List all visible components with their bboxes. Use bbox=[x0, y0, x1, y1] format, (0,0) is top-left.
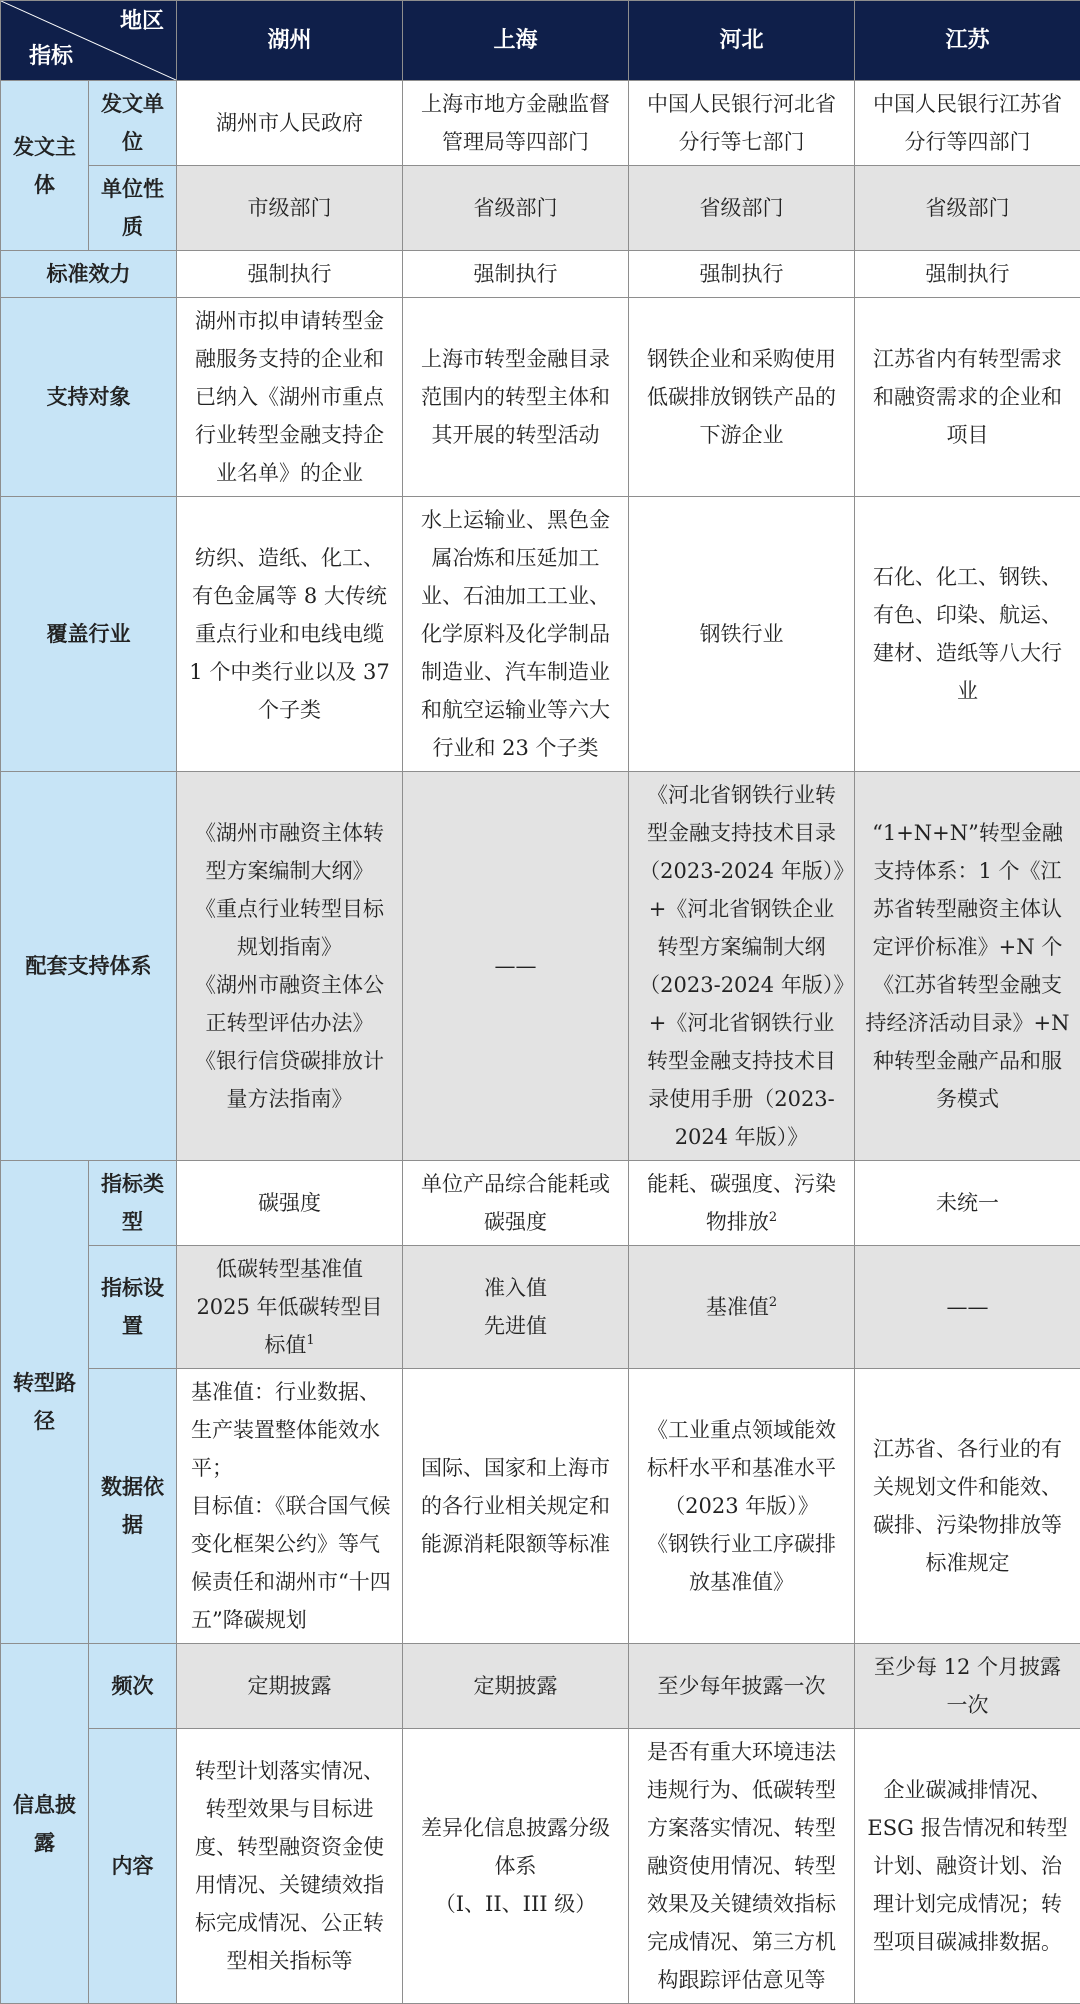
cell-line: 《钢铁行业工序碳排放基准值》 bbox=[639, 1525, 844, 1601]
cell-line: 目标值：《联合国气候变化框架公约》等气候责任和湖州市“十四五”降碳规划 bbox=[191, 1487, 392, 1639]
cell-huzhou bbox=[177, 1246, 403, 1369]
document-title: 《银行信贷碳排放计量方法指南》 bbox=[187, 1042, 392, 1118]
cell-jiangsu: 省级部门 bbox=[855, 166, 1080, 251]
row-label-unit-nature: 单位性质 bbox=[89, 166, 177, 251]
cell-text: 能耗、碳强度、污染物排放 bbox=[647, 1172, 836, 1234]
row-label-data-basis: 数据依据 bbox=[89, 1369, 177, 1644]
header-row bbox=[1, 1, 1080, 81]
group-label-transition-path: 转型路径 bbox=[1, 1161, 89, 1644]
document-title: 《重点行业转型目标规划指南》 bbox=[187, 890, 392, 966]
row-frequency bbox=[1, 1644, 1080, 1729]
row-label-support-target: 支持对象 bbox=[1, 298, 177, 497]
row-indicator-type bbox=[1, 1161, 1080, 1246]
cell-hebei: 中国人民银行河北省分行等七部门 bbox=[629, 81, 855, 166]
row-support-system bbox=[1, 772, 1080, 1161]
cell-hebei: 省级部门 bbox=[629, 166, 855, 251]
cell-shanghai: 单位产品综合能耗或碳强度 bbox=[403, 1161, 629, 1246]
footnote-marker: 2 bbox=[769, 1295, 777, 1310]
row-label-support-system: 配套支持体系 bbox=[1, 772, 177, 1161]
row-support-target bbox=[1, 298, 1080, 497]
cell-shanghai: 上海市地方金融监督管理局等四部门 bbox=[403, 81, 629, 166]
cell-huzhou: 碳强度 bbox=[177, 1161, 403, 1246]
cell-shanghai: 上海市转型金融目录范围内的转型主体和其开展的转型活动 bbox=[403, 298, 629, 497]
cell-jiangsu: “1+N+N”转型金融支持体系：1 个《江苏省转型融资主体认定评价标准》+N 个《江苏省转型金融支持经济活动目录》+N 种转型金融产品和服务模式 bbox=[855, 772, 1080, 1161]
row-label-indicator-setting: 指标设置 bbox=[89, 1246, 177, 1369]
row-covered-industries bbox=[1, 497, 1080, 772]
cell-hebei bbox=[629, 1161, 855, 1246]
cell-text: 低碳转型基准值 2025 年低碳转型目标值 bbox=[196, 1257, 382, 1357]
cell-huzhou bbox=[177, 1369, 403, 1644]
column-header-hebei: 河北 bbox=[629, 1, 855, 81]
cell-hebei: 是否有重大环境违法违规行为、低碳转型方案落实情况、转型融资使用情况、转型效果及关键绩效指标完成情况、第三方机构跟踪评估意见等 bbox=[629, 1729, 855, 2004]
cell-shanghai: 强制执行 bbox=[403, 251, 629, 298]
column-header-huzhou: 湖州 bbox=[177, 1, 403, 81]
cell-jiangsu: 石化、化工、钢铁、有色、印染、航运、建材、造纸等八大行业 bbox=[855, 497, 1080, 772]
cell-jiangsu: 中国人民银行江苏省分行等四部门 bbox=[855, 81, 1080, 166]
row-content bbox=[1, 1729, 1080, 2004]
cell-shanghai: 水上运输业、黑色金属冶炼和压延加工业、石油加工工业、化学原料及化学制品制造业、汽车制造业和航空运输业等六大行业和 23 个子类 bbox=[403, 497, 629, 772]
cell-shanghai bbox=[403, 1246, 629, 1369]
group-label-disclosure: 信息披露 bbox=[1, 1644, 89, 2004]
region-label: 地区 bbox=[120, 9, 164, 35]
column-header-jiangsu: 江苏 bbox=[855, 1, 1080, 81]
row-issuing-unit bbox=[1, 81, 1080, 166]
row-label-frequency: 频次 bbox=[89, 1644, 177, 1729]
row-label-indicator-type: 指标类型 bbox=[89, 1161, 177, 1246]
cell-huzhou: 湖州市拟申请转型金融服务支持的企业和已纳入《湖州市重点行业转型金融支持企业名单》的企业 bbox=[177, 298, 403, 497]
cell-huzhou: 转型计划落实情况、转型效果与目标进度、转型融资资金使用情况、关键绩效指标完成情况、公正转型相关指标等 bbox=[177, 1729, 403, 2004]
cell-jiangsu: 企业碳减排情况、ESG 报告情况和转型计划、融资计划、治理计划完成情况；转型项目碳减排数据。 bbox=[855, 1729, 1080, 2004]
cell-line: 《工业重点领域能效标杆水平和基准水平（2023 年版）》 bbox=[639, 1411, 844, 1525]
cell-line: 准入值 bbox=[413, 1269, 618, 1307]
cell-huzhou: 湖州市人民政府 bbox=[177, 81, 403, 166]
cell-jiangsu: 未统一 bbox=[855, 1161, 1080, 1246]
cell-jiangsu: 强制执行 bbox=[855, 251, 1080, 298]
cell-text: 基准值 bbox=[706, 1295, 769, 1319]
indicator-label: 指标 bbox=[29, 44, 73, 70]
cell-huzhou: 市级部门 bbox=[177, 166, 403, 251]
cell-hebei: 强制执行 bbox=[629, 251, 855, 298]
cell-hebei bbox=[629, 1369, 855, 1644]
cell-hebei: 钢铁企业和采购使用低碳排放钢铁产品的下游企业 bbox=[629, 298, 855, 497]
row-standard-effect bbox=[1, 251, 1080, 298]
document-title: 《湖州市融资主体转型方案编制大纲》 bbox=[187, 814, 392, 890]
row-label-issuing-unit: 发文单位 bbox=[89, 81, 177, 166]
row-unit-nature bbox=[1, 166, 1080, 251]
cell-shanghai: 定期披露 bbox=[403, 1644, 629, 1729]
row-indicator-setting bbox=[1, 1246, 1080, 1369]
cell-shanghai: —— bbox=[403, 772, 629, 1161]
document-title: 《湖州市融资主体公正转型评估办法》 bbox=[187, 966, 392, 1042]
footnote-marker: 1 bbox=[306, 1333, 314, 1348]
cell-hebei: 至少每年披露一次 bbox=[629, 1644, 855, 1729]
row-data-basis bbox=[1, 1369, 1080, 1644]
cell-hebei: 钢铁行业 bbox=[629, 497, 855, 772]
cell-line: 差异化信息披露分级体系 bbox=[413, 1809, 618, 1885]
cell-line: 先进值 bbox=[413, 1307, 618, 1345]
row-label-content: 内容 bbox=[89, 1729, 177, 2004]
row-label-covered-industries: 覆盖行业 bbox=[1, 497, 177, 772]
column-header-shanghai: 上海 bbox=[403, 1, 629, 81]
cell-line: 基准值：行业数据、生产装置整体能效水平； bbox=[191, 1373, 392, 1487]
cell-huzhou bbox=[177, 772, 403, 1161]
cell-hebei bbox=[629, 1246, 855, 1369]
cell-huzhou: 强制执行 bbox=[177, 251, 403, 298]
corner-header bbox=[1, 1, 177, 81]
cell-shanghai: 省级部门 bbox=[403, 166, 629, 251]
cell-jiangsu: 江苏省内有转型需求和融资需求的企业和项目 bbox=[855, 298, 1080, 497]
cell-huzhou: 纺织、造纸、化工、有色金属等 8 大传统重点行业和电线电缆 1 个中类行业以及 37 个子类 bbox=[177, 497, 403, 772]
group-label-issuer: 发文主体 bbox=[1, 81, 89, 251]
cell-jiangsu: —— bbox=[855, 1246, 1080, 1369]
cell-shanghai: 国际、国家和上海市的各行业相关规定和能源消耗限额等标准 bbox=[403, 1369, 629, 1644]
cell-hebei: 《河北省钢铁行业转型金融支持技术目录（2023-2024 年版）》+《河北省钢铁企业转型方案编制大纲（2023-2024 年版）》+《河北省钢铁行业转型金融支持技术目录使用手册（2023-2024 年版）》 bbox=[629, 772, 855, 1161]
footnote-marker: 2 bbox=[769, 1210, 777, 1225]
cell-shanghai bbox=[403, 1729, 629, 2004]
cell-huzhou: 定期披露 bbox=[177, 1644, 403, 1729]
row-label-standard-effect: 标准效力 bbox=[1, 251, 177, 298]
cell-jiangsu: 至少每 12 个月披露一次 bbox=[855, 1644, 1080, 1729]
cell-jiangsu: 江苏省、各行业的有关规划文件和能效、碳排、污染物排放等标准规定 bbox=[855, 1369, 1080, 1644]
cell-line: （I、II、III 级） bbox=[413, 1885, 618, 1923]
